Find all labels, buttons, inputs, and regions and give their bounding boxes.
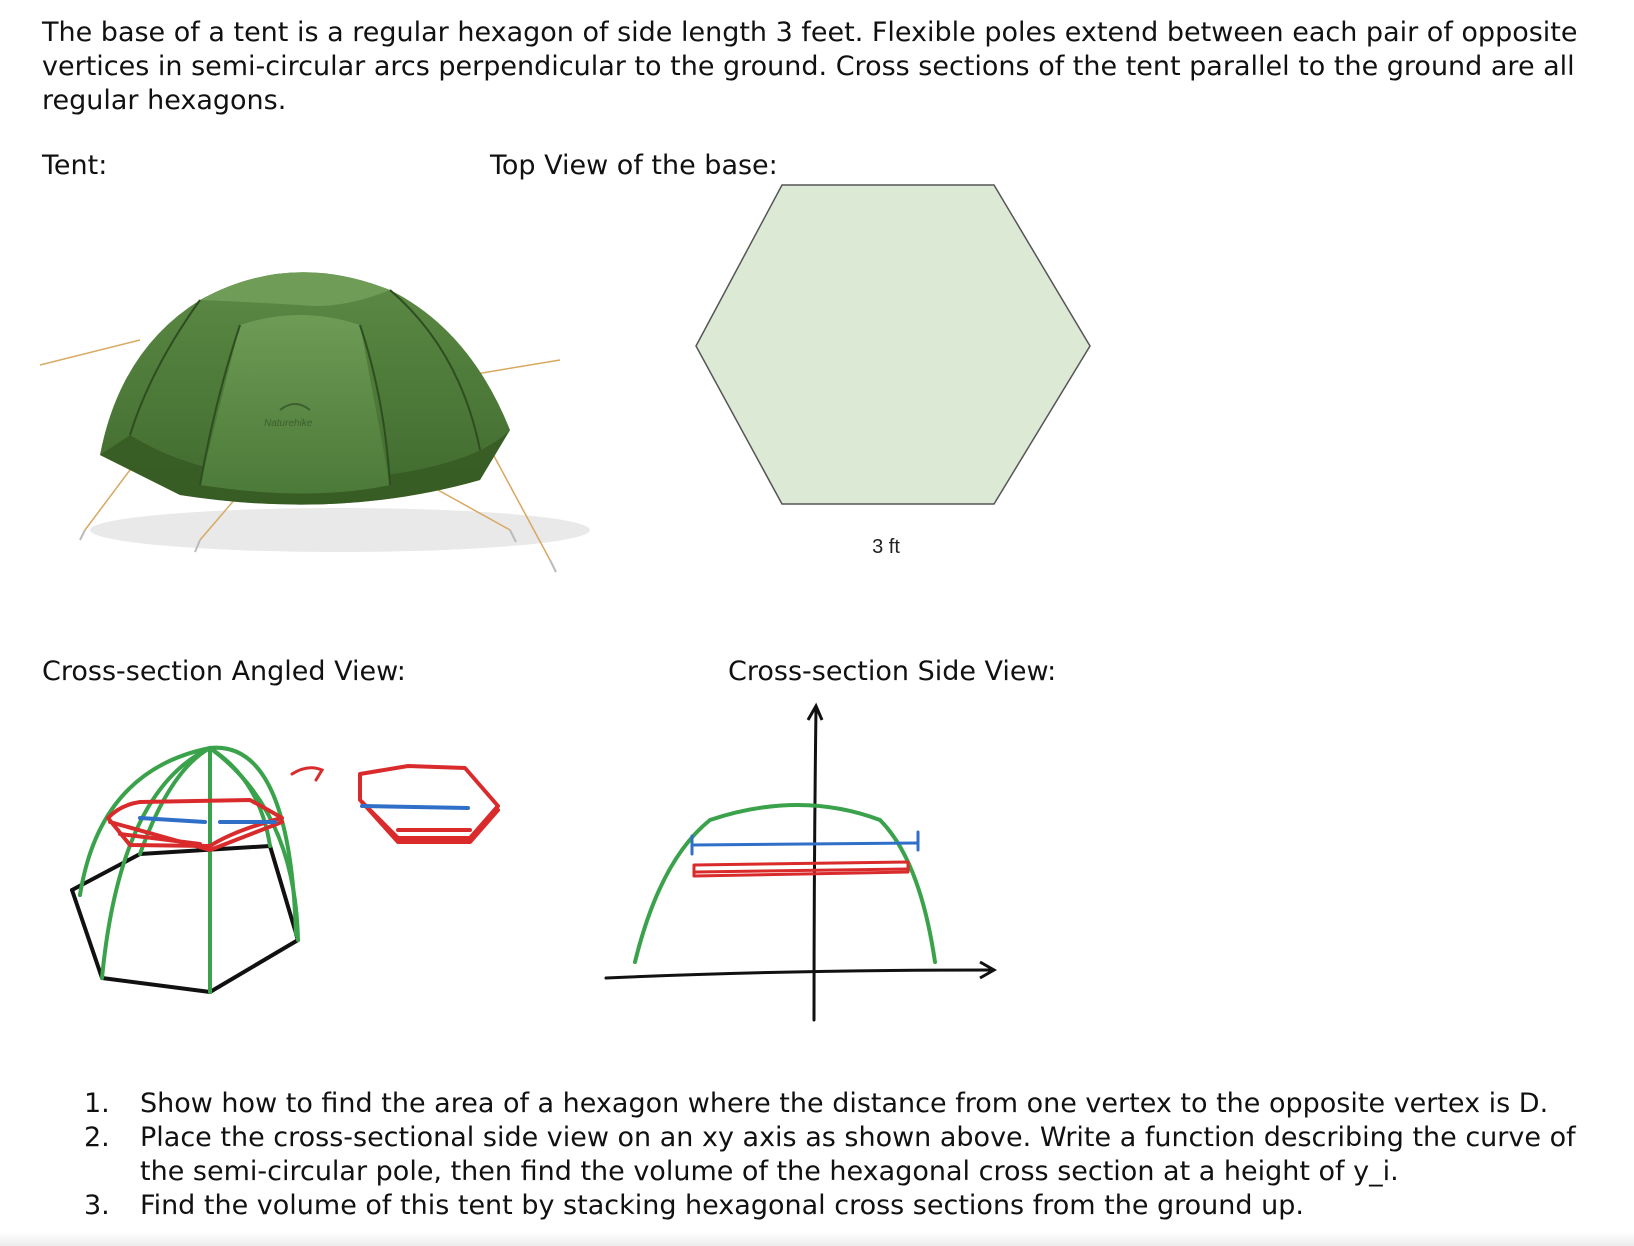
question-text: Show how to find the area of a hexagon where the distance from one vertex to the opposite vertex is D.	[140, 1088, 1549, 1119]
question-item	[84, 1189, 1614, 1223]
problem-intro: The base of a tent is a regular hexagon of side length 3 feet. Flexible poles extend between each pair of opposite vertices in semi-circular arcs perpendicular to the ground. Cross sections of the tent parallel to the ground are all regular hexagons.	[42, 17, 1578, 116]
question-text: Place the cross-sectional side view on an xy axis as shown above. Write a function describing the curve of the semi-circular pole, then find the volume of the hexagonal cross section at a height of y_i.	[140, 1122, 1576, 1187]
tent-shadow	[90, 508, 590, 552]
top-view-label: Top View of the base:	[490, 150, 778, 181]
arrow-icon	[292, 768, 322, 780]
question-item	[84, 1121, 1614, 1189]
hexagon-base	[696, 185, 1090, 504]
separate-cross-section-sketch	[360, 766, 498, 842]
angled-view-sketch	[60, 730, 520, 1010]
question-number: 3.	[84, 1190, 110, 1221]
blue-chord-sketch	[692, 832, 918, 854]
angled-view-label: Cross-section Angled View:	[42, 656, 406, 687]
separate-blue-line-sketch	[362, 806, 468, 808]
pole-arc-sketch	[635, 805, 935, 962]
hexagon-top-view	[690, 175, 1110, 575]
question-number: 1.	[84, 1088, 110, 1119]
hexagon-side-label: 3 ft	[872, 536, 900, 558]
tent-photo	[40, 230, 600, 600]
red-cross-section-sketch	[108, 800, 282, 850]
question-list	[84, 1087, 1614, 1223]
side-view-sketch	[600, 700, 1020, 1040]
bottom-scroll-shade	[0, 1232, 1634, 1246]
question-text: Find the volume of this tent by stacking hexagonal cross sections from the ground up.	[140, 1190, 1304, 1221]
question-item	[84, 1087, 1614, 1121]
blue-chord-sketch	[140, 818, 205, 822]
tent-brand: Naturehike	[264, 418, 313, 429]
tent-label: Tent:	[42, 150, 108, 181]
red-slab-sketch	[694, 862, 908, 876]
base-hexagon-sketch	[72, 846, 298, 992]
question-number: 2.	[84, 1122, 110, 1153]
side-view-label: Cross-section Side View:	[728, 656, 1057, 687]
